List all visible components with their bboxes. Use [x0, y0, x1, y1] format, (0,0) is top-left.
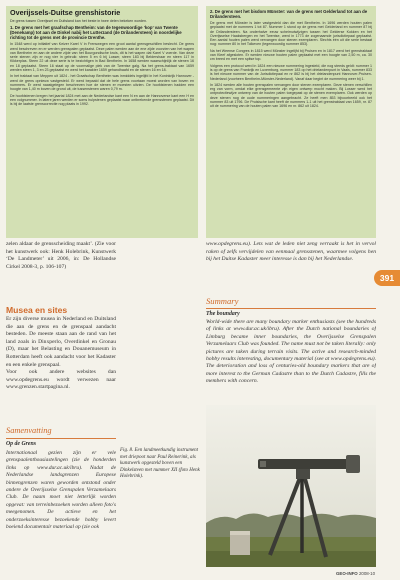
right-column-continuation	[206, 241, 376, 264]
body-paragraph: Voor ook andere websites dan www.opdegrens.eu wordt verwezen naar www.grenzen.startpagina.nl.	[6, 369, 116, 391]
divider-rule	[206, 308, 376, 309]
page-footer	[336, 571, 375, 576]
box-paragraph: In 1548 werd op initiatief van Keizer Karel V in Frenswegen een groot aantal grensgeschillen beslecht. De grens werd beschreven en er werden grenspalen geplaatst. Deze palen werden aan de ene zijde voorzien van het wapen van Bentheim en aan de andere zijde van het Bourgondische kruis, dit is het wapen dat Karel V voerde. Van deze serie stenen zijn er nog vier in gebruik: steen 5 en 6 bij Losser, steen 183 bij Beldershaar en steen 117 in Kikkerplas. Steen 22 uit deze serie is te bezichtigen in Bad Bentheim. In 1658 werden waarschijnlijk de stenen 16 en 18 geplaatst. Steen 16 staat op de voormalige plek van de Twentse galg. Na het grens-traktaat van 1659 werden steen 1, 3 en 23 geplaatst en werd het karakter 1659 gehandhaafd en de stenen 16 en 18.	[10, 42, 194, 73]
box-paragraph: In het traktaat van Meppen uit 1824 - het Graafschap Bentheim was inmiddels ingelijfd in het Koninkrijk Hannover - werd de grens opnieuw vastgesteld. Er werd bepaald dat de hele grens voortaan moest worden van boven en nummers. Er werd naastgelegen beschreven hoe de stenen er moesten uitzien. De hoofdstenen hadden een hoogte van 1,40 m boven de grond uit, de tussenstenen waren 0,79 m.	[10, 74, 194, 92]
issue-number: 2008-10	[358, 571, 376, 576]
samenvatting-text	[6, 450, 116, 531]
body-paragraph: www.opdegrens.eu). Lets wat de leden niet zeng verraakt is het in vervol raken of zelfs vervijdelen van eenmaal grensstenen, waarmee volgens hen bij het Duitse Kadaster meer interesse is dan bij het Nederlandse.	[206, 241, 376, 263]
summary-text	[206, 319, 376, 386]
box-paragraph: In 1824 werden alle houten grenspalen vervangen door stenen exemplaren. Deze stenen verschillen erg van vorm, omdat elke grensgemeente zijn eigen ontwerp mocht maken. Bij Losser werd het ontprotectiewijze ontwerp van de houten palen toegepast op de stenen exemplaren. Ook werden op deze stenen nog de oude nummeringen aangebracht. Ze heeft men 853 bijvoorbeeld ook het nummer 83 uit 1796. De Pruisische kant heeft de nummers 1-1 uit het grenstraktaat van 1659, nr. 87 uit de nummering van de houten palen van 1696 en nr. 862 uit 1824.	[210, 82, 372, 109]
musea-text	[6, 316, 116, 392]
box-intro: De grens tussen Overijssel en Duitsland kan het beste in twee delen bekeken worden.	[10, 19, 148, 23]
box-paragraph: Volgens een protocol werd in 1824 een nieuwe nummering ingesteld, die nog steeds geldt: nummer 1 is op de grens van Frankrijk en Luxemburg, nummer 183 op het drielandenpunt in Vaals, nummer 833 is het nieuwe nummer van de Jurisdictiepaal en nr 862 is bij het drielandenpunt Hannover-Pruisen-Nederland (voorheen Bentheim-Münster-Nederland). Vanaf daar begint de nummering weer bij 1.	[210, 63, 372, 81]
box-paragraph: Na het Weense Congres in 1815 werd Münster ingelijfd bij Pruisen en in 1817 werd het grenstraktaat van Kleef afgesloten. Er werden nieuwe houten palen geplaatst met een hoogte van 2,50 m, ca. 30 cm breed en met een spitse top.	[210, 48, 372, 62]
box-paragraph: De hoofdstenen kregen het jaartal 1824 met aan de Nederlandse kant een N en aan de Hannoverse kant een H en een volgnummer. In latere jaren werden er soms hulpstenen geplaatst waar ontbrekende grensstenen geplaatst. Dit is bij de laatste grenscorrectie nog plaats in 1992.	[10, 93, 194, 107]
info-box-munster	[206, 6, 376, 238]
summary-subheading: The boundary	[206, 311, 240, 317]
body-paragraph: Internationaal gezien zijn er vele grenspaalenthousiastelingen (zie de honderden links op www.dur.ac.uk/ibru). Nadat de Nederlandse landsgrenzen Europese binnengrenzen waren geworden ontstond onder andere de Overijsselse Grenspalen Verzamelaars Club. De naam moet niet letterlijk worden opgevat: van terreinbezoeken worden alleen foto's meegenomen. De actieve en het onderzoeksinteresse bezoekende hobby levert boeiend documentair materiaal op (zie ook	[6, 450, 116, 531]
divider-rule	[6, 438, 116, 439]
page-number: 391	[374, 270, 400, 286]
box-subheading: 1. De grens met het graafschap Bentheim: van de tegenwoordige ‘kop’ van Twente (Denekamp) tot aan de Dinkel nabij het Lutterzand (de Drilandersteen) in noordelijke richting tot de grens met de provincie Drenthe.	[10, 25, 182, 41]
samenvatting-subheading: Op de Grens	[6, 441, 36, 447]
summary-heading: Summary	[206, 296, 239, 306]
photo-illustration	[206, 405, 376, 567]
body-paragraph: World-wide there are many boundary marker enthusiasts (see the hundreds of links at www.dur.ac.uk/ibru). After the Dutch national boundaries of Limburg became inner boundaries, the Overijsselse Grenspalen Verzamelaars Club was founded. The name must not be taken literally: only pictures are taken during terrain visits. The active and research-minded hobby results interesting, documentary material (see at www.opdegrens.eu). The deterioration and loss of centuries-old boundary markers that are of more interest to the German Cadastre than to the Dutch Cadastre, fills the members with concern.	[206, 319, 376, 385]
section-heading-musea: Musea en sites	[6, 305, 68, 315]
info-box-overijssel-bentheim	[6, 6, 198, 238]
magazine-name: GEO-INFO	[336, 571, 358, 576]
body-paragraph: zelen aldaar de grensscheiding maakt’. (Zie voor het kunstwerk ook: Henk Holebrink, Kunstwerk ‘De Landmeter’ uit 2006, in: De Hollandse Cirkel 2008-3, p. 106-107)	[6, 241, 116, 270]
photo-caption: Fig. 8. Een landmeetkundig instrument met driepoot naar Paul Reinerink, als kunstwerk opgesteld boven een Dinkelsteen met nummer XII (foto Henk Holebrink).	[120, 448, 200, 480]
samenvatting-heading: Samenvatting	[6, 426, 52, 435]
left-column-continuation	[6, 241, 116, 271]
box-title: Overijssels-Duitse grenshistorie	[10, 8, 121, 17]
box-subheading: 2. De grens met het bisdom Münster: van de grens met Gelderland tot aan de Drilandersteen.	[210, 9, 368, 19]
box-paragraph: De grens met Münster is later vastgesteld dan die met Bentheim. In 1696 werden houten palen geplaatst met de nummers 1 tot 87. Nummer 1 stond op de grens met Gelderland en nummer 87 bij de Drilandersteen. Na onderhalve eeuw scheimutwijzigen tussen het Gelderse Kokken en het Overijsselse Haaksbergen en het Twentse, werd in 1773 de zogenaamde jurisdictiepaal geplaatst. Een aantal houten palen werd vervangen door stenen exemplaren. Slechts één uit die serie bestaat nog: nummer 80 in het Tolkeven (tegenwoordig nummer 853).	[210, 21, 372, 47]
boundary-stone-photo	[206, 405, 376, 567]
body-paragraph: Er zijn diverse musea in Nederland en Duitsland die aan de grens en de grenspaal aandacht besteden. De meeste staan aan de rand van het land zoals in Dinxperlo, Overdinkel en Gronau (D), maar het Belasting en Douanemuseum in Rotterdam heeft ook aandacht voor het Kadaster en een enkele grenspaal.	[6, 316, 116, 368]
